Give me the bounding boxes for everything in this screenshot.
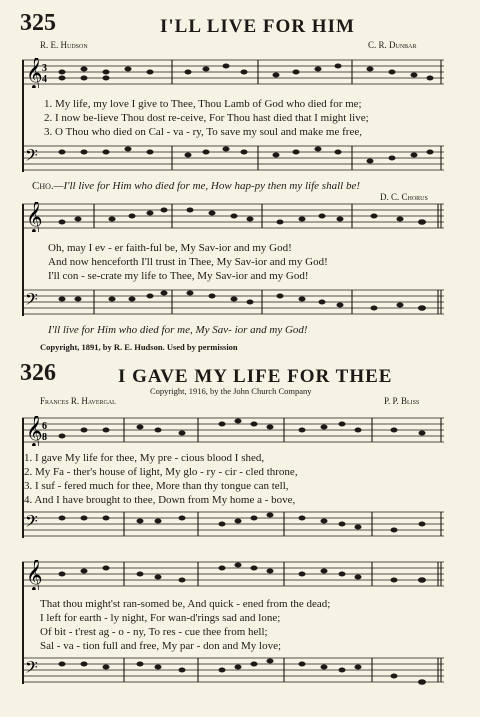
lyricist-credit: C. R. Dunbar: [368, 40, 417, 50]
treble-clef-icon: 𝄞: [26, 416, 43, 446]
verse-line: 1. I gave My life for thee, My pre - cious blood I shed,: [24, 452, 265, 464]
bass-clef-icon: 𝄢: [25, 513, 38, 535]
treble-staff: [22, 416, 444, 446]
treble-clef-icon: 𝄞: [26, 202, 43, 232]
verse-line: Of bit - t'rest ag - o - ny, To res - cue thee from hell;: [40, 626, 268, 638]
bass-staff: [22, 144, 444, 174]
verse-line: And now henceforth I'll trust in Thee, My Sav-ior and my God!: [48, 256, 328, 268]
lyricist-credit: Frances R. Havergal: [40, 396, 116, 406]
bass-staff: [22, 288, 444, 318]
chorus-line: I'll live for Him who died for me, My Sav- ior and my God!: [48, 324, 308, 336]
svg-text:6: 6: [42, 421, 47, 432]
staff-lines: [22, 560, 444, 590]
bass-clef-icon: 𝄢: [25, 147, 38, 169]
svg-text:8: 8: [42, 432, 47, 443]
hymn-title: I GAVE MY LIFE FOR THEE: [118, 366, 393, 387]
staff-lines: [22, 288, 444, 318]
svg-text:4: 4: [42, 74, 47, 85]
bass-clef-icon: 𝄢: [25, 291, 38, 313]
treble-clef-icon: 𝄞: [26, 560, 43, 590]
verse-line: That thou might'st ran-somed be, And quick - ened from the dead;: [40, 598, 331, 610]
hymn-number: 325: [20, 10, 56, 36]
verse-line: I'll con - se-crate my life to Thee, My Sav-ior and my God!: [48, 270, 309, 282]
staff-lines: [22, 202, 444, 232]
bass-clef-icon: 𝄢: [25, 659, 38, 681]
treble-clef-icon: 𝄞: [26, 58, 43, 88]
system-bracket: [22, 204, 24, 316]
staff-lines: [22, 510, 444, 540]
copyright-notice: Copyright, 1916, by the John Church Company: [150, 386, 312, 396]
composer-credit: R. E. Hudson: [40, 40, 88, 50]
staff-lines: [22, 416, 444, 446]
staff-lines: [22, 144, 444, 174]
treble-staff: [22, 202, 444, 232]
chorus-line: Cho.—I'll live for Him who died for me, How hap-py then my life shall be!: [32, 180, 360, 192]
hymn-number: 326: [20, 360, 56, 386]
verse-line: 2. I now be-lieve Thou dost re-ceive, For Thou hast died that I might live;: [44, 112, 369, 124]
bass-staff: [22, 656, 444, 686]
verse-line: Sal - va - tion full and free, My par - don and My love;: [40, 640, 282, 652]
staff-lines: [22, 58, 444, 88]
system-bracket: [22, 418, 24, 538]
system-bracket: [22, 60, 24, 172]
staff-lines: [22, 656, 444, 686]
copyright-notice: Copyright, 1891, by R. E. Hudson. Used by permission: [40, 342, 238, 352]
svg-text:3: 3: [42, 63, 47, 74]
verse-line: 3. I suf - fered much for thee, More than thy tongue can tell,: [24, 480, 289, 492]
verse-line: 4. And I have brought to thee, Down from My home a - bove,: [24, 494, 296, 506]
chorus-label: Cho.: [32, 180, 54, 192]
verse-line: Oh, may I ev - er faith-ful be, My Sav-ior and my God!: [48, 242, 292, 254]
verse-line: 2. My Fa - ther's house of light, My glo - ry - cir - cled throne,: [24, 466, 298, 478]
treble-staff: [22, 58, 444, 88]
chorus-text: I'll live for Him who died for me, How hap-py then my life shall be!: [63, 180, 360, 192]
verse-line: 1. My life, my love I give to Thee, Thou Lamb of God who died for me;: [44, 98, 362, 110]
composer-credit: P. P. Bliss: [384, 396, 420, 406]
bass-staff: [22, 510, 444, 540]
treble-staff: [22, 560, 444, 590]
verse-line: I left for earth - ly night, For wan-d'rings sad and lone;: [40, 612, 281, 624]
hymn-title: I'LL LIVE FOR HIM: [160, 16, 355, 37]
verse-line: 3. O Thou who died on Cal - va - ry, To save my soul and make me free,: [44, 126, 362, 138]
system-bracket: [22, 562, 24, 684]
da-capo-cue: D. C. Chorus: [380, 192, 428, 202]
